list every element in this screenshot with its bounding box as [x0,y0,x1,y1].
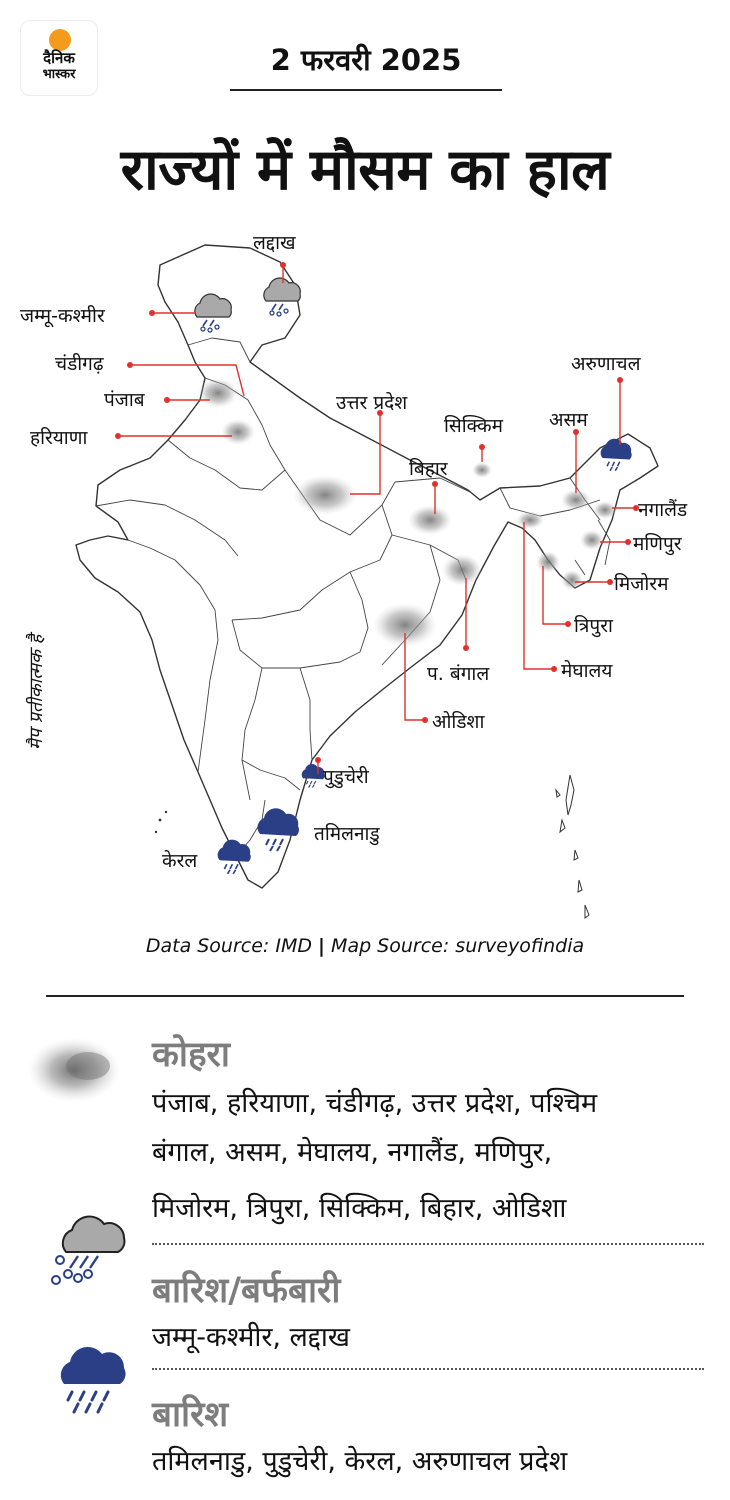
logo-line2: भास्कर [42,67,76,82]
label-kerala: केरल [162,850,198,872]
date-underline [230,89,502,91]
label-nagaland: नगालैंड [638,499,688,521]
label-arunachal: अरुणाचल [571,353,641,375]
legend-divider-1 [152,1243,704,1245]
source-divider: | [318,935,325,957]
legend-fog-line2: बंगाल, असम, मेघालय, नगालैंड, मणिपुर, [152,1137,553,1168]
fog-haryana [221,419,255,445]
label-sikkim: सिक्किम [444,415,503,437]
label-manipur: मणिपुर [633,533,682,555]
page-title: राज्यों में मौसम का हाल [120,137,610,203]
fog-wb [442,554,482,586]
legend-rain-snow-heading: बारिश/बर्फबारी [152,1271,341,1311]
data-source: Data Source: IMD [145,935,312,957]
date-heading: 2 फरवरी 2025 [270,43,462,77]
label-chandigarh: चंडीगढ़ [55,353,104,375]
label-puducherry: पुडुचेरी [323,766,369,788]
legend-rain-line1: तमिलनाडु, पुडुचेरी, केरल, अरुणाचल प्रदेश [152,1446,568,1477]
fog-tripura [536,551,560,573]
label-haryana: हरियाणा [30,427,88,449]
label-tamil-nadu: तमिलनाडु [314,823,380,845]
fog-icon [22,1030,122,1110]
fog-meghalaya [516,511,544,529]
india-outline [76,245,658,888]
dainik-bhaskar-logo [20,20,98,96]
label-jammu-kashmir: जम्मू-कश्मीर [20,305,105,327]
legend-fog-line3: मिजोरम, त्रिपुरा, सिक्किम, बिहार, ओडिशा [152,1193,567,1224]
fog-sikkim [472,462,492,478]
source-credit [0,935,730,957]
legend-rain-snow-line1: जम्मू-कश्मीर, लद्दाख [152,1322,351,1353]
fog-up [293,475,357,515]
rain-snow-icon [48,1208,132,1288]
fog-punjab [198,378,238,408]
logo-sun-icon [49,29,71,51]
section-divider [46,995,684,997]
fog-nagaland [593,501,617,519]
label-mizoram: मिजोरम [614,573,669,595]
fog-bihar [408,505,452,535]
label-bihar: बिहार [409,458,448,480]
label-west-bengal: प. बंगाल [427,663,490,685]
label-punjab: पंजाब [104,389,145,411]
andaman-nicobar-islands [556,775,589,918]
legend-divider-2 [152,1368,704,1370]
fog-mizoram [561,570,583,590]
logo-line1: दैनिक [43,49,75,67]
label-meghalaya: मेघालय [561,660,613,682]
lakshadweep-islands [155,811,167,833]
fog-manipur [580,530,604,550]
label-uttar-pradesh: उत्तर प्रदेश [336,392,408,414]
label-assam: असम [549,409,588,431]
legend-fog-line1: पंजाब, हरियाणा, चंडीगढ़, उत्तर प्रदेश, पश्चिम [152,1088,598,1119]
map-source: Map Source: surveyofindia [331,935,585,957]
map-disclaimer: मैप प्रतीकात्मक है [26,634,47,750]
legend-fog-heading: कोहरा [152,1035,230,1075]
label-tripura: त्रिपुरा [574,615,613,637]
rain-icon [50,1338,134,1418]
label-ladakh: लद्दाख [253,232,296,254]
legend-rain-heading: बारिश [152,1395,229,1435]
label-odisha: ओडिशा [432,711,485,733]
